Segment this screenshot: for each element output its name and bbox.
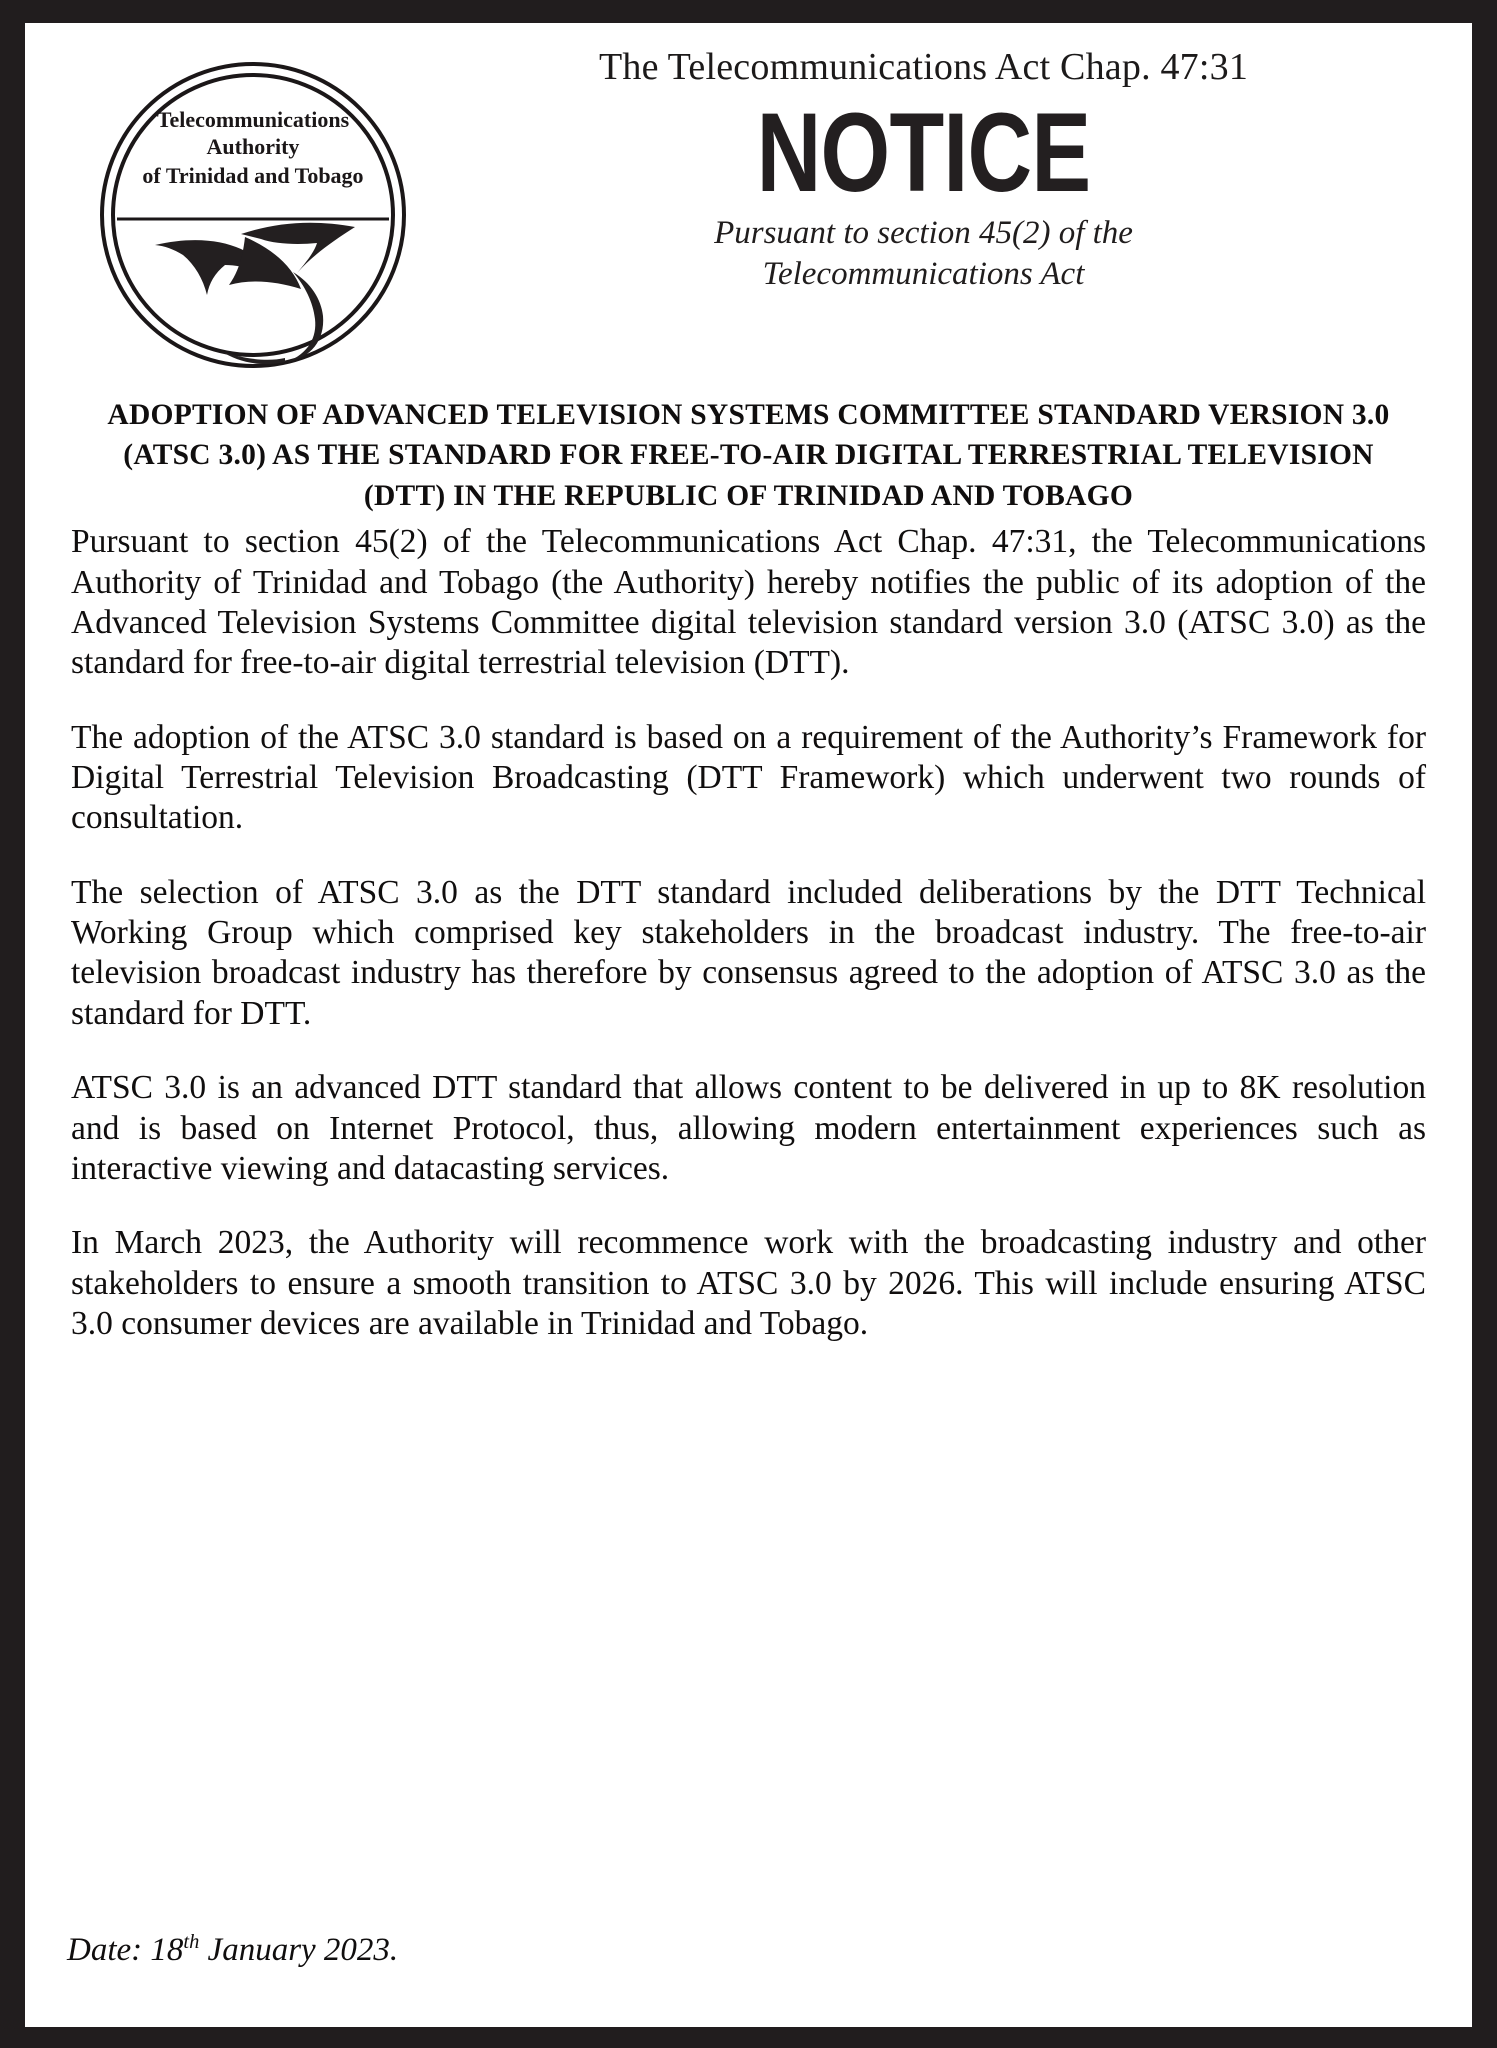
date-ordinal-suffix: th [183,1931,200,1953]
notice-subtitle [417,213,1430,295]
seal-line-1: Telecommunications [156,107,350,132]
seal-line-2: Authority [206,134,300,159]
body-paragraph: The adoption of the ATSC 3.0 standard is based on a requirement of the Authority’s Framework for Digital Terrestrial Television Broadcasting (DTT Framework) which underwent two rounds of consultation. [71,718,1426,837]
notice-body [71,516,1426,1344]
body-paragraph: The selection of ATSC 3.0 as the DTT standard included deliberations by the DTT Technical Working Group which comprised key stakeholders in the broadcast industry. The free-to-air television broadcast industry has therefore by consensus agreed to the adoption of ATSC 3.0 as the standard for DTT. [71,873,1426,1032]
date-prefix: Date: 18 [67,1932,184,1968]
notice-sheet [25,23,1472,2027]
notice-subtitle-line-2: Telecommunications Act [762,255,1085,292]
date-suffix: January 2023. [199,1932,399,1968]
body-paragraph: Pursuant to section 45(2) of the Telecommunications Act Chap. 47:31, the Telecommunications Authority of Trinidad and Tobago (the Authority) hereby notifies the public of its adoption of the Advanced Television Systems Committee digital television standard version 3.0 (ATSC 3.0) as the standard for free-to-air digital terrestrial television (DTT). [71,523,1426,682]
act-reference-line: The Telecommunications Act Chap. 47:31 [598,46,1249,88]
header-text-block [417,47,1430,295]
seal-line-3: of Trinidad and Tobago [142,163,364,188]
notice-word: NOTICE [756,89,1091,215]
authority-logo [97,59,409,371]
notice-subtitle-line-1: Pursuant to section 45(2) of the [714,214,1133,251]
notice-main-title: ADOPTION OF ADVANCED TELEVISION SYSTEMS COMMITTEE STANDARD VERSION 3.0 (ATSC 3.0) AS THE STANDARD FOR FREE-TO-AIR DIGITAL TERRESTRIAL TELEVISION (DTT) IN THE REPUBLIC OF TRINIDAD AND TOBAGO [107,399,1390,512]
seal-icon [97,59,409,371]
notice-date [67,1931,398,1969]
notice-header [67,41,1430,371]
body-paragraph: ATSC 3.0 is an advanced DTT standard that allows content to be delivered in up to 8K resolution and is based on Internet Protocol, thus, allowing modern entertainment experiences such as interactive viewing and datacasting services. [71,1069,1426,1187]
notice-border [8,6,1489,2044]
body-paragraph: In March 2023, the Authority will recommence work with the broadcasting industry and other stakeholders to ensure a smooth transition to ATSC 3.0 by 2026. This will include ensuring ATSC 3.0 consumer devices are available in Trinidad and Tobago. [71,1224,1426,1342]
